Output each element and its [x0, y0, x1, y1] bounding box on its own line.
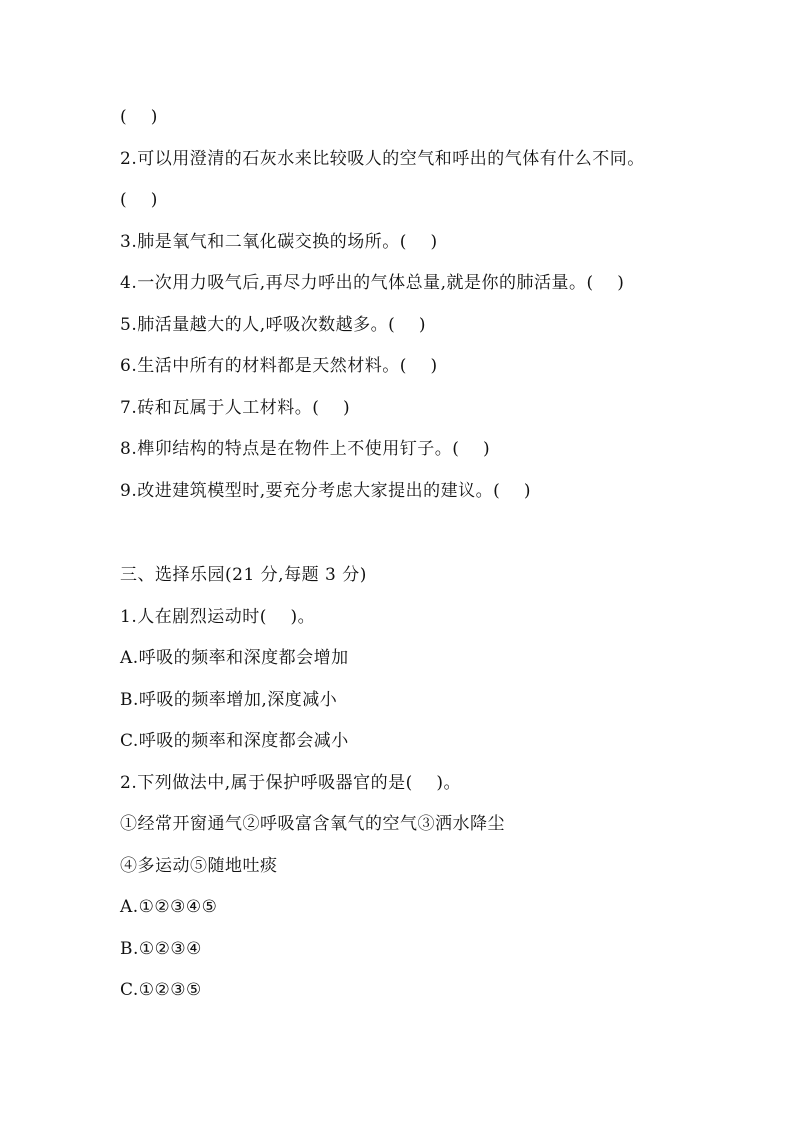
choice-option-c: C.呼吸的频率和深度都会减小: [120, 731, 349, 751]
judgment-item-5: 5.肺活量越大的人,呼吸次数越多。( ): [120, 315, 427, 335]
answer-blank-line: ( ): [120, 190, 158, 210]
judgment-item-6: 6.生活中所有的材料都是天然材料。( ): [120, 356, 438, 376]
judgment-item-4: 4.一次用力吸气后,再尽力呼出的气体总量,就是你的肺活量。( ): [120, 273, 625, 293]
choice-question-1: 1.人在剧烈运动时( )。: [120, 607, 316, 627]
judgment-item-3: 3.肺是氧气和二氧化碳交换的场所。( ): [120, 232, 438, 252]
choice-option-a: A.①②③④⑤: [120, 897, 218, 917]
judgment-item-8: 8.榫卯结构的特点是在物件上不使用钉子。( ): [120, 439, 491, 459]
answer-blank-line: ( ): [120, 107, 158, 127]
choice-option-c: C.①②③⑤: [120, 980, 202, 1000]
choice-statement-list: ④多运动⑤随地吐痰: [120, 856, 278, 876]
judgment-item-2: 2.可以用澄清的石灰水来比较吸人的空气和呼出的气体有什么不同。: [120, 149, 645, 169]
choice-option-b: B.①②③④: [120, 939, 202, 959]
choice-option-a: A.呼吸的频率和深度都会增加: [120, 648, 349, 668]
choice-question-2: 2.下列做法中,属于保护呼吸器官的是( )。: [120, 773, 462, 793]
choice-option-b: B.呼吸的频率增加,深度减小: [120, 690, 338, 710]
section-heading: 三、选择乐园(21 分,每题 3 分): [120, 565, 367, 585]
judgment-item-7: 7.砖和瓦属于人工材料。( ): [120, 398, 351, 418]
judgment-item-9: 9.改进建筑模型时,要充分考虑大家提出的建议。( ): [120, 481, 532, 501]
choice-statement-list: ①经常开窗通气②呼吸富含氧气的空气③洒水降尘: [120, 814, 505, 834]
